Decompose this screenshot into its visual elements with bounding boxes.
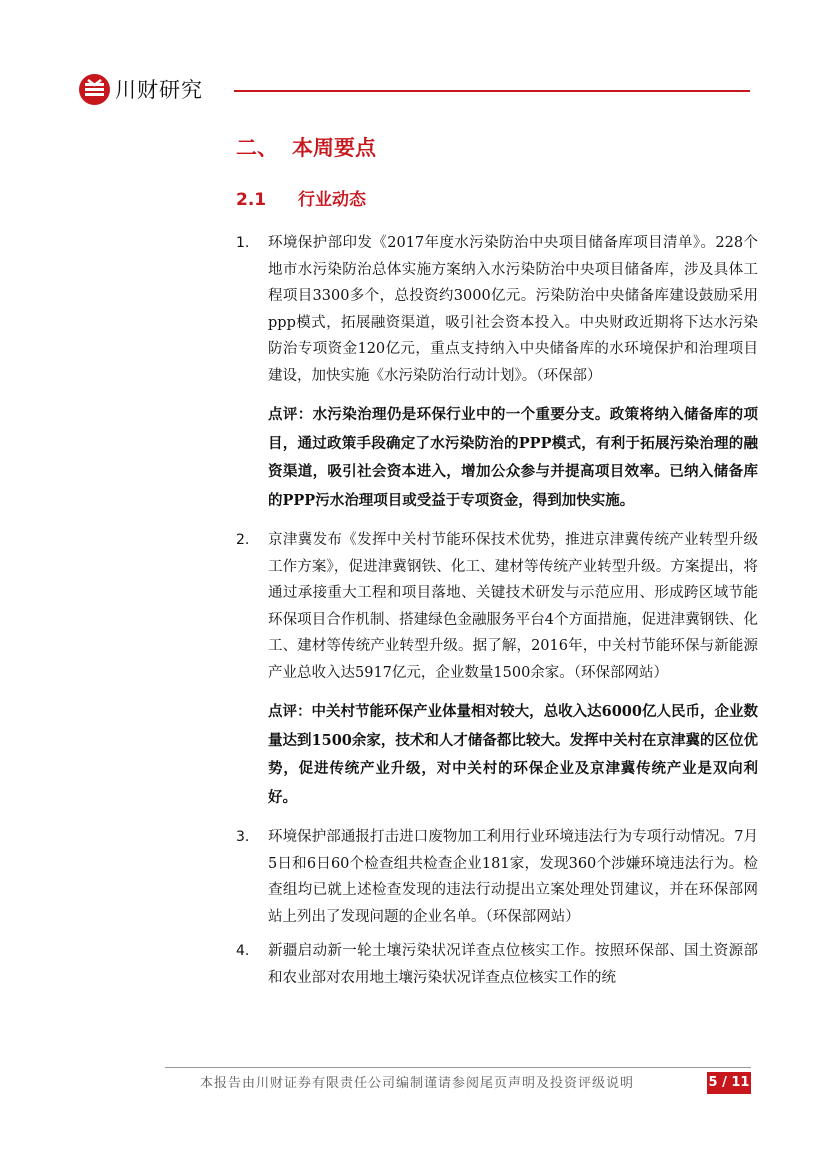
- brand-logo-text: 川财研究: [115, 78, 203, 102]
- footer-disclaimer: 本报告由川财证券有限责任公司编制谨请参阅尾页声明及投资评级说明: [200, 1076, 635, 1091]
- news-item-comment: 点评：中关村节能环保产业体量相对较大，总收入达6000亿人民币，企业数量达到1500余家，技术和人才储备都比较大。发挥中关村在京津冀的区位优势，促进传统产业升级，对中关村的环保企业及京津冀传统产业是双向利好。: [268, 703, 758, 806]
- news-item-2: [236, 527, 758, 686]
- footer-divider: [165, 1067, 751, 1068]
- page-number-badge: 5 / 11: [707, 1072, 751, 1094]
- news-item-number: 4.: [236, 943, 250, 959]
- news-item-comment: 点评：水污染治理仍是环保行业中的一个重要分支。政策将纳入储备库的项目，通过政策手段确定了水污染防治的PPP模式，有利于拓展污染治理的融资渠道，吸引社会资本进入，增加公众参与并提高项目效率。已纳入储备库的PPP污水治理项目或受益于专项资金，得到加快实施。: [268, 406, 758, 509]
- news-list: [236, 230, 758, 991]
- news-item-4: [236, 938, 758, 991]
- header-divider: [234, 90, 750, 92]
- news-item-text: 新疆启动新一轮土壤污染状况详查点位核实工作。按照环保部、国土资源部和农业部对农用地土壤污染状况详查点位核实工作的统: [268, 943, 758, 986]
- page-header: [0, 0, 827, 120]
- news-item-3: [236, 824, 758, 930]
- brand-logo-icon: [79, 74, 110, 105]
- section-heading: [236, 133, 376, 163]
- subsection-title: 行业动态: [298, 190, 366, 210]
- news-item-number: 3.: [236, 829, 250, 845]
- news-item-number: 2.: [236, 532, 250, 548]
- news-item-text: 京津冀发布《发挥中关村节能环保技术优势，推进京津冀传统产业转型升级工作方案》，促进津冀钢铁、化工、建材等传统产业转型升级。方案提出，将通过承接重大工程和项目落地、关键技术研发与示范应用、形成跨区域节能环保项目合作机制、搭建绿色金融服务平台4个方面措施，促进津冀钢铁、化工、建材等传统产业转型升级。据了解，2016年，中关村节能环保与新能源产业总收入达5917亿元，企业数量1500余家。（环保部网站）: [268, 532, 758, 681]
- news-item-number: 1.: [236, 235, 250, 251]
- section-title: 本周要点: [292, 136, 376, 160]
- news-item-1: [236, 230, 758, 389]
- news-item-text: 环境保护部通报打击进口废物加工利用行业环境违法行为专项行动情况。7月5日和6日60个检查组共检查企业181家，发现360个涉嫌环境违法行为。检查组均已就上述检查发现的违法行动提出立案处理处罚建议，并在环保部网站上列出了发现问题的企业名单。（环保部网站）: [268, 829, 758, 925]
- subsection-number: 2.1: [236, 190, 267, 210]
- section-number: 二、: [236, 136, 278, 160]
- subsection-heading: [236, 186, 366, 214]
- news-item-text: 环境保护部印发《2017年度水污染防治中央项目储备库项目清单》。228个地市水污染防治总体实施方案纳入水污染防治中央项目储备库，涉及具体工程项目3300多个，总投资约3000亿元。污染防治中央储备库建设鼓励采用ppp模式，拓展融资渠道，吸引社会资本投入。中央财政近期将下达水污染防治专项资金120亿元，重点支持纳入中央储备库的水环境保护和治理项目建设，加快实施《水污染防治行动计划》。（环保部）: [268, 235, 758, 384]
